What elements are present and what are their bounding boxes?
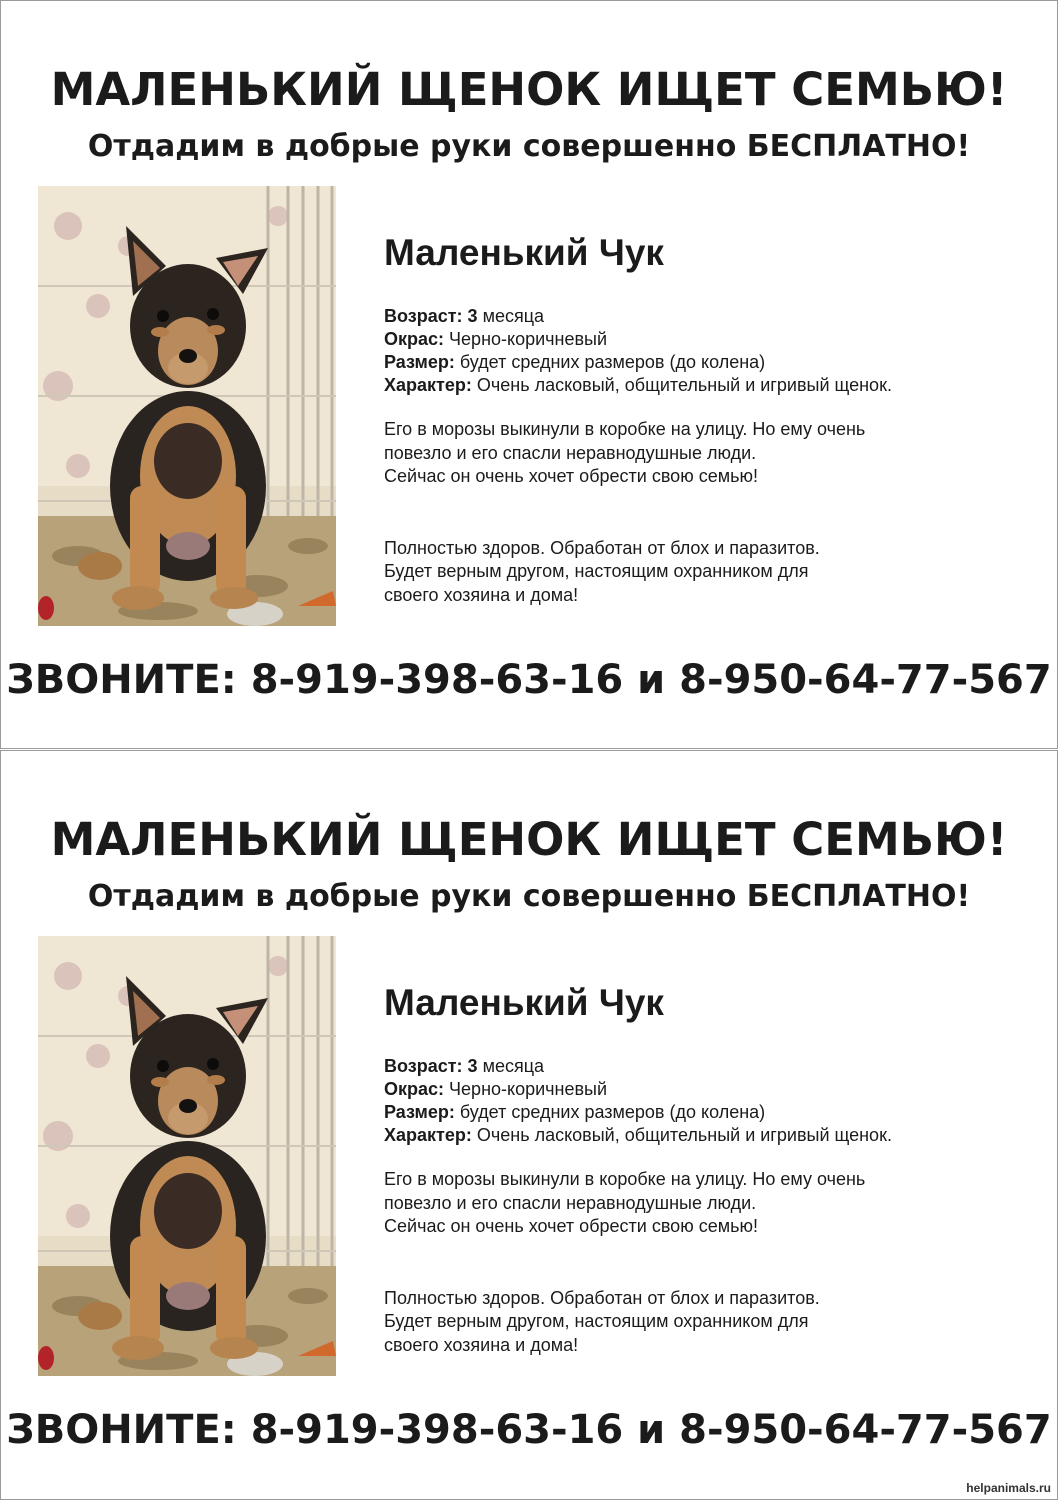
character-row — [384, 374, 1024, 397]
age-number: 3 — [467, 306, 478, 326]
phone-line: ЗВОНИТЕ: 8-919-398-63-16 и 8-950-64-77-567 — [6, 1407, 1052, 1453]
color-value: Черно-коричневый — [449, 329, 608, 349]
dog-name: Маленький Чук — [384, 982, 664, 1023]
character-label: Характер: — [384, 375, 472, 395]
dog-facts — [384, 305, 1024, 397]
headline: МАЛЕНЬКИЙ ЩЕНОК ИЩЕТ СЕМЬЮ! — [50, 813, 1008, 866]
character-label: Характер: — [384, 1125, 472, 1145]
color-label: Окрас: — [384, 329, 445, 349]
health-line: Полностью здоров. Обработан от блох и паразитов. — [384, 1287, 820, 1308]
health-line: своего хозяина и дома! — [384, 1334, 579, 1355]
size-row — [384, 1101, 1024, 1124]
age-label: Возраст: — [384, 1056, 463, 1076]
watermark: helpanimals.ru — [966, 1481, 1051, 1495]
health-paragraph — [384, 537, 1024, 608]
age-unit: месяца — [482, 306, 545, 326]
color-row — [384, 328, 1024, 351]
age-label: Возраст: — [384, 306, 463, 326]
health-paragraph — [384, 1287, 1024, 1358]
flyer-bottom — [0, 750, 1058, 1500]
subline: Отдадим в добрые руки совершенно БЕСПЛАТНО! — [87, 129, 971, 164]
color-label: Окрас: — [384, 1079, 445, 1099]
color-value: Черно-коричневый — [449, 1079, 608, 1099]
health-line: Полностью здоров. Обработан от блох и паразитов. — [384, 537, 820, 558]
subline: Отдадим в добрые руки совершенно БЕСПЛАТНО! — [87, 879, 971, 914]
health-line: своего хозяина и дома! — [384, 584, 579, 605]
health-line: Будет верным другом, настоящим охранником для — [384, 561, 809, 581]
headline: МАЛЕНЬКИЙ ЩЕНОК ИЩЕТ СЕМЬЮ! — [50, 63, 1008, 116]
dog-info — [384, 973, 1024, 1357]
story-line: Сейчас он очень хочет обрести свою семью! — [384, 466, 758, 486]
age-row — [384, 1055, 1024, 1078]
story-paragraph — [384, 418, 1024, 489]
puppy-photo — [38, 186, 336, 626]
character-value: Очень ласковый, общительный и игривый щенок. — [476, 375, 892, 395]
phone-line: ЗВОНИТЕ: 8-919-398-63-16 и 8-950-64-77-567 — [6, 657, 1052, 703]
story-line: повезло и его спасли неравнодушные люди. — [384, 442, 757, 463]
age-unit: месяца — [482, 1056, 545, 1076]
size-label: Размер: — [384, 352, 455, 372]
character-value: Очень ласковый, общительный и игривый щенок. — [476, 1125, 892, 1145]
color-row — [384, 1078, 1024, 1101]
dog-name: Маленький Чук — [384, 232, 664, 273]
size-value: будет средних размеров (до колена) — [459, 352, 766, 372]
size-label: Размер: — [384, 1102, 455, 1122]
size-value: будет средних размеров (до колена) — [459, 1102, 766, 1122]
story-line: Сейчас он очень хочет обрести свою семью! — [384, 1216, 758, 1236]
dog-facts — [384, 1055, 1024, 1147]
dog-info — [384, 223, 1024, 607]
flyer-top — [0, 0, 1058, 749]
age-row — [384, 305, 1024, 328]
health-line: Будет верным другом, настоящим охранником для — [384, 1311, 809, 1331]
story-line: повезло и его спасли неравнодушные люди. — [384, 1192, 757, 1213]
age-number: 3 — [467, 1056, 478, 1076]
puppy-photo — [38, 936, 336, 1376]
character-row — [384, 1124, 1024, 1147]
story-paragraph — [384, 1168, 1024, 1239]
story-line: Его в морозы выкинули в коробке на улицу. Но ему очень — [384, 419, 866, 439]
size-row — [384, 351, 1024, 374]
story-line: Его в морозы выкинули в коробке на улицу. Но ему очень — [384, 1169, 866, 1189]
